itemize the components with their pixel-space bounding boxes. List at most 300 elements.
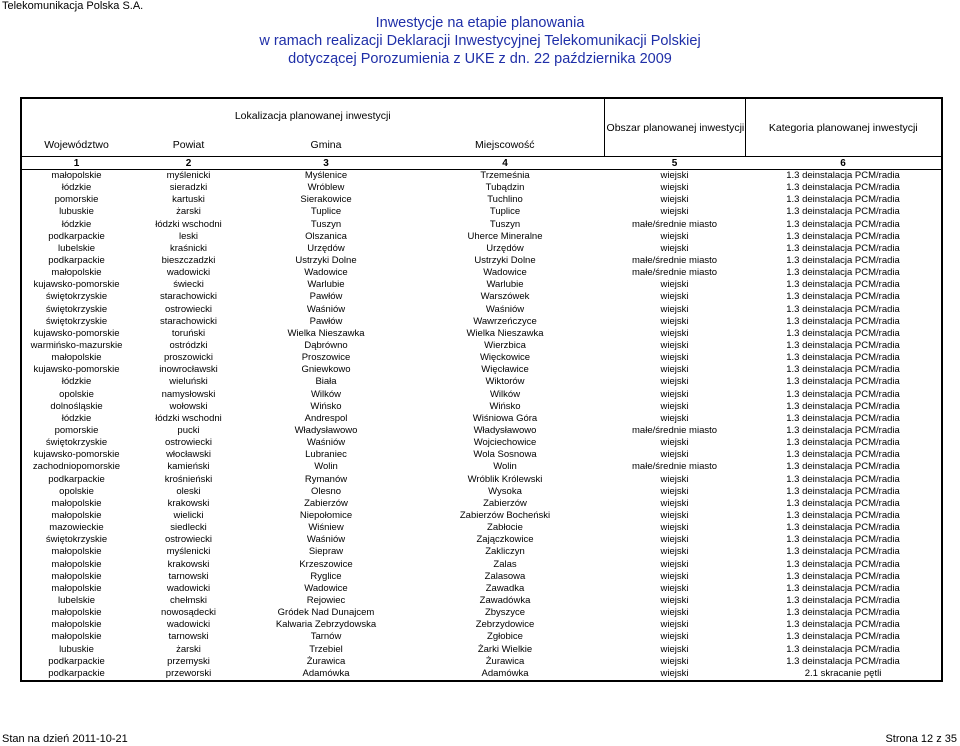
table-row: [21, 559, 942, 571]
table-row: [21, 425, 942, 437]
cell-obszar: wiejski: [660, 631, 689, 643]
cell-kategoria: 1.3 deinstalacja PCM/radia: [745, 194, 942, 206]
table-row: [21, 474, 942, 486]
table-row: [21, 583, 942, 595]
table-row: [21, 413, 942, 425]
table-row: [21, 170, 942, 183]
cell-obszar: małe/średnie miasto: [632, 267, 718, 279]
cell-kategoria: 1.3 deinstalacja PCM/radia: [745, 510, 942, 522]
cell-powiat: tarnowski: [168, 570, 209, 582]
cell-miejscowosc: Zalas: [493, 558, 517, 570]
cell-gmina: Wielka Nieszawka: [287, 327, 365, 339]
cell-kategoria: 1.3 deinstalacja PCM/radia: [745, 267, 942, 279]
cell-wojewodztwo: małopolskie: [21, 559, 131, 571]
cell-kategoria: 1.3 deinstalacja PCM/radia: [745, 522, 942, 534]
cell-miejscowosc: Zawadka: [485, 582, 525, 594]
cell-wojewodztwo: małopolskie: [21, 619, 131, 631]
cell-wojewodztwo: łódzkie: [21, 376, 131, 388]
cell-wojewodztwo: małopolskie: [21, 170, 131, 183]
title-line-3: dotyczącej Porozumienia z UKE z dn. 22 października 2009: [288, 51, 672, 67]
title-line-1: Inwestycje na etapie planowania: [375, 15, 585, 31]
cell-kategoria: 1.3 deinstalacja PCM/radia: [745, 170, 942, 183]
cell-kategoria: 1.3 deinstalacja PCM/radia: [745, 437, 942, 449]
cell-miejscowosc: Żarki Wielkie: [477, 643, 533, 655]
cell-obszar: wiejski: [660, 412, 689, 424]
cell-obszar: wiejski: [660, 230, 689, 242]
cell-kategoria: 1.3 deinstalacja PCM/radia: [745, 425, 942, 437]
cell-gmina: Żurawica: [306, 655, 346, 667]
cell-wojewodztwo: mazowieckie: [21, 522, 131, 534]
cell-gmina: Lubraniec: [305, 449, 347, 461]
cell-obszar: wiejski: [660, 340, 689, 352]
cell-obszar: wiejski: [660, 510, 689, 521]
cell-miejscowosc: Zabierzów: [483, 497, 527, 509]
cell-kategoria: 1.3 deinstalacja PCM/radia: [745, 449, 942, 461]
column-number: 2: [131, 157, 246, 170]
cell-gmina: Tarnów: [310, 631, 342, 643]
cell-obszar: wiejski: [660, 279, 689, 291]
cell-obszar: wiejski: [660, 376, 689, 388]
cell-powiat: starachowicki: [159, 315, 218, 327]
cell-obszar: wiejski: [660, 315, 689, 327]
cell-wojewodztwo: małopolskie: [21, 583, 131, 595]
cell-wojewodztwo: świętokrzyskie: [21, 291, 131, 303]
cell-gmina: Waśniów: [306, 534, 346, 546]
cell-gmina: Ustrzyki Dolne: [295, 255, 357, 267]
cell-miejscowosc: Trzemeśnia: [480, 170, 530, 182]
table-row: [21, 437, 942, 449]
table-row: [21, 182, 942, 194]
cell-obszar: wiejski: [660, 182, 689, 194]
cell-gmina: Gródek Nad Dunajcem: [277, 607, 375, 619]
cell-wojewodztwo: warmińsko-mazurskie: [21, 340, 131, 352]
cell-obszar: małe/średnie miasto: [632, 425, 718, 437]
cell-gmina: Pawłów: [309, 291, 343, 303]
cell-kategoria: 1.3 deinstalacja PCM/radia: [745, 474, 942, 486]
cell-kategoria: 1.3 deinstalacja PCM/radia: [745, 643, 942, 655]
header-gmina: Gmina: [310, 138, 342, 151]
table-row: [21, 231, 942, 243]
table-row: [21, 255, 942, 267]
table-row: [21, 595, 942, 607]
table-row: [21, 389, 942, 401]
table-row: [21, 656, 942, 668]
cell-obszar: wiejski: [660, 170, 689, 182]
cell-kategoria: 1.3 deinstalacja PCM/radia: [745, 328, 942, 340]
table-row: [21, 316, 942, 328]
cell-wojewodztwo: małopolskie: [21, 267, 131, 279]
cell-kategoria: 1.3 deinstalacja PCM/radia: [745, 231, 942, 243]
cell-gmina: Gniewkowo: [301, 364, 351, 376]
cell-wojewodztwo: łódzkie: [21, 182, 131, 194]
cell-miejscowosc: Adamówka: [406, 668, 604, 681]
cell-powiat: przeworski: [131, 668, 246, 681]
table-row: [21, 619, 942, 631]
cell-powiat: świecki: [173, 279, 204, 291]
cell-kategoria: 1.3 deinstalacja PCM/radia: [745, 413, 942, 425]
cell-wojewodztwo: lubuskie: [21, 206, 131, 218]
cell-obszar: wiejski: [660, 364, 689, 376]
cell-miejscowosc: Tuchlino: [487, 194, 523, 206]
cell-kategoria: 1.3 deinstalacja PCM/radia: [745, 461, 942, 473]
cell-powiat: pucki: [177, 425, 200, 437]
cell-miejscowosc: Wojciechowice: [473, 437, 537, 449]
cell-miejscowosc: Zajączkowice: [476, 534, 534, 546]
cell-wojewodztwo: zachodniopomorskie: [21, 461, 131, 473]
page-number: Strona 12 z 35: [885, 733, 957, 745]
cell-wojewodztwo: opolskie: [21, 486, 131, 498]
cell-obszar: wiejski: [660, 400, 689, 412]
cell-kategoria: 1.3 deinstalacja PCM/radia: [745, 389, 942, 401]
cell-gmina: Wiśniew: [308, 522, 344, 534]
document-title: [0, 14, 960, 68]
cell-powiat: ostródzki: [169, 340, 208, 352]
cell-obszar: wiejski: [660, 437, 689, 449]
cell-gmina: Wińsko: [310, 400, 342, 412]
cell-miejscowosc: Tubądzin: [485, 182, 525, 194]
cell-miejscowosc: Władysławowo: [473, 425, 537, 437]
cell-kategoria: 1.3 deinstalacja PCM/radia: [745, 595, 942, 607]
cell-gmina: Wróblew: [307, 182, 345, 194]
cell-gmina: Wilków: [310, 388, 342, 400]
cell-obszar: wiejski: [660, 619, 689, 631]
cell-kategoria: 1.3 deinstalacja PCM/radia: [745, 219, 942, 231]
cell-powiat: łódzki wschodni: [155, 218, 222, 230]
cell-wojewodztwo: opolskie: [21, 389, 131, 401]
cell-miejscowosc: Zalasowa: [484, 570, 526, 582]
cell-kategoria: 1.3 deinstalacja PCM/radia: [745, 352, 942, 364]
cell-kategoria: 1.3 deinstalacja PCM/radia: [745, 619, 942, 631]
cell-powiat: starachowicki: [159, 291, 218, 303]
cell-powiat: wołowski: [169, 400, 208, 412]
cell-powiat: kraśnicki: [170, 242, 207, 254]
company-name: Telekomunikacja Polska S.A.: [2, 0, 144, 12]
cell-obszar: wiejski: [660, 643, 689, 655]
cell-wojewodztwo: podkarpackie: [21, 668, 131, 681]
cell-wojewodztwo: lubelskie: [21, 595, 131, 607]
cell-wojewodztwo: łódzkie: [21, 219, 131, 231]
cell-miejscowosc: Wysoka: [488, 485, 522, 497]
cell-miejscowosc: Więcławice: [481, 364, 529, 376]
cell-wojewodztwo: małopolskie: [21, 607, 131, 619]
cell-wojewodztwo: kujawsko-pomorskie: [21, 449, 131, 461]
table-row: [21, 291, 942, 303]
cell-miejscowosc: Wierzbica: [484, 340, 526, 352]
table-body: [21, 170, 942, 681]
cell-powiat: siedlecki: [170, 522, 207, 534]
cell-gmina: Sierakowice: [300, 194, 352, 206]
cell-gmina: Adamówka: [246, 668, 406, 681]
cell-obszar: wiejski: [660, 607, 689, 619]
cell-miejscowosc: Uherce Mineralne: [467, 230, 543, 242]
header-row-top: [21, 98, 942, 133]
cell-miejscowosc: Wielka Nieszawka: [466, 327, 544, 339]
cell-miejscowosc: Waśniów: [485, 303, 525, 315]
cell-miejscowosc: Zakliczyn: [485, 546, 525, 558]
cell-wojewodztwo: świętokrzyskie: [21, 437, 131, 449]
cell-powiat: nowosądecki: [161, 607, 216, 619]
cell-powiat: krakowski: [167, 558, 210, 570]
cell-wojewodztwo: świętokrzyskie: [21, 316, 131, 328]
cell-kategoria: 1.3 deinstalacja PCM/radia: [745, 559, 942, 571]
cell-powiat: inowrocławski: [159, 364, 218, 376]
cell-wojewodztwo: podkarpackie: [21, 255, 131, 267]
cell-kategoria: 1.3 deinstalacja PCM/radia: [745, 182, 942, 194]
cell-kategoria: 1.3 deinstalacja PCM/radia: [745, 206, 942, 218]
header-powiat: Powiat: [172, 138, 205, 151]
cell-powiat: myślenicki: [166, 170, 211, 182]
cell-powiat: myślenicki: [166, 546, 211, 558]
cell-obszar: wiejski: [660, 497, 689, 509]
column-number: 3: [246, 157, 406, 170]
cell-wojewodztwo: pomorskie: [21, 194, 131, 206]
cell-gmina: Wolin: [314, 461, 338, 473]
cell-miejscowosc: Warszówek: [480, 291, 530, 303]
cell-powiat: wadowicki: [166, 582, 211, 594]
cell-powiat: oleski: [176, 485, 201, 497]
cell-wojewodztwo: podkarpackie: [21, 474, 131, 486]
table-row: [21, 267, 942, 279]
cell-wojewodztwo: małopolskie: [21, 498, 131, 510]
cell-miejscowosc: Zabłocie: [487, 522, 523, 534]
cell-wojewodztwo: lubuskie: [21, 643, 131, 655]
cell-wojewodztwo: małopolskie: [21, 571, 131, 583]
cell-miejscowosc: Warlubie: [486, 279, 524, 291]
cell-wojewodztwo: łódzkie: [21, 413, 131, 425]
table-row: [21, 304, 942, 316]
header-obszar: Obszar planowanej inwestycji: [604, 98, 745, 157]
cell-wojewodztwo: podkarpackie: [21, 231, 131, 243]
cell-wojewodztwo: kujawsko-pomorskie: [21, 328, 131, 340]
cell-gmina: Andrespol: [304, 412, 348, 424]
cell-obszar: wiejski: [604, 668, 745, 681]
cell-powiat: wielicki: [173, 510, 204, 521]
cell-gmina: Wadowice: [304, 267, 348, 279]
cell-obszar: małe/średnie miasto: [632, 218, 718, 230]
cell-gmina: Olszanica: [305, 230, 347, 242]
table-row: [21, 607, 942, 619]
table-row: [21, 364, 942, 376]
cell-powiat: ostrowiecki: [165, 437, 212, 449]
cell-powiat: leski: [178, 230, 198, 242]
cell-gmina: Niepołomice: [299, 510, 353, 521]
cell-obszar: wiejski: [660, 206, 689, 218]
cell-gmina: Wadowice: [304, 582, 348, 594]
table-row: [21, 498, 942, 510]
column-number: 5: [604, 157, 745, 170]
cell-obszar: wiejski: [660, 558, 689, 570]
cell-kategoria: 2.1 skracanie pętli: [745, 668, 942, 681]
cell-miejscowosc: Zawadówka: [479, 594, 531, 606]
cell-powiat: wieluński: [169, 376, 208, 388]
column-number: 1: [21, 157, 131, 170]
table-row: [21, 206, 942, 218]
cell-miejscowosc: Ustrzyki Dolne: [474, 255, 536, 267]
cell-wojewodztwo: małopolskie: [21, 631, 131, 643]
cell-gmina: Biała: [315, 376, 337, 388]
cell-gmina: Tuplice: [310, 206, 342, 218]
cell-kategoria: 1.3 deinstalacja PCM/radia: [745, 546, 942, 558]
cell-kategoria: 1.3 deinstalacja PCM/radia: [745, 534, 942, 546]
cell-miejscowosc: Wilków: [489, 388, 521, 400]
title-line-2: w ramach realizacji Deklaracji Inwestycyjnej Telekomunikacji Polskiej: [259, 33, 701, 49]
cell-gmina: Władysławowo: [294, 425, 358, 437]
table-row: [21, 449, 942, 461]
cell-gmina: Waśniów: [306, 303, 346, 315]
cell-obszar: małe/średnie miasto: [632, 461, 718, 473]
cell-miejscowosc: Wadowice: [483, 267, 527, 279]
cell-gmina: Rejowiec: [306, 594, 346, 606]
cell-wojewodztwo: kujawsko-pomorskie: [21, 364, 131, 376]
cell-kategoria: 1.3 deinstalacja PCM/radia: [745, 255, 942, 267]
table-row: [21, 631, 942, 643]
cell-obszar: wiejski: [660, 303, 689, 315]
cell-powiat: krakowski: [167, 497, 210, 509]
cell-powiat: wadowicki: [166, 267, 211, 279]
cell-gmina: Dąbrówno: [304, 340, 348, 352]
cell-gmina: Rymanów: [304, 473, 348, 485]
cell-obszar: wiejski: [660, 655, 689, 667]
header-kategoria: Kategoria planowanej inwestycji: [745, 98, 942, 157]
table-row: [21, 668, 942, 681]
cell-powiat: chełmski: [170, 594, 207, 606]
cell-miejscowosc: Urzędów: [486, 242, 524, 254]
cell-gmina: Olesno: [310, 485, 342, 497]
cell-wojewodztwo: lubelskie: [21, 243, 131, 255]
table-row: [21, 340, 942, 352]
cell-powiat: proszowicki: [163, 352, 214, 364]
cell-kategoria: 1.3 deinstalacja PCM/radia: [745, 607, 942, 619]
table-row: [21, 352, 942, 364]
cell-gmina: Siepraw: [308, 546, 344, 558]
cell-kategoria: 1.3 deinstalacja PCM/radia: [745, 498, 942, 510]
cell-obszar: wiejski: [660, 473, 689, 485]
cell-gmina: Proszowice: [301, 352, 351, 364]
cell-powiat: ostrowiecki: [165, 534, 212, 546]
cell-gmina: Trzebiel: [309, 643, 343, 655]
cell-wojewodztwo: małopolskie: [21, 546, 131, 558]
cell-kategoria: 1.3 deinstalacja PCM/radia: [745, 243, 942, 255]
cell-powiat: tarnowski: [168, 631, 209, 643]
table-row: [21, 401, 942, 413]
cell-gmina: Zabierzów: [304, 497, 348, 509]
cell-powiat: kamieński: [167, 461, 210, 473]
table-row: [21, 219, 942, 231]
cell-powiat: namysłowski: [161, 388, 216, 400]
table-row: [21, 328, 942, 340]
cell-kategoria: 1.3 deinstalacja PCM/radia: [745, 571, 942, 583]
cell-obszar: wiejski: [660, 534, 689, 546]
cell-kategoria: 1.3 deinstalacja PCM/radia: [745, 340, 942, 352]
cell-miejscowosc: Tuszyn: [489, 218, 521, 230]
cell-powiat: ostrowiecki: [165, 303, 212, 315]
cell-kategoria: 1.3 deinstalacja PCM/radia: [745, 279, 942, 291]
cell-obszar: wiejski: [660, 327, 689, 339]
cell-kategoria: 1.3 deinstalacja PCM/radia: [745, 364, 942, 376]
cell-gmina: Krzeszowice: [299, 558, 353, 570]
table-row: [21, 279, 942, 291]
cell-powiat: przemyski: [167, 655, 210, 667]
cell-wojewodztwo: podkarpackie: [21, 656, 131, 668]
cell-wojewodztwo: kujawsko-pomorskie: [21, 279, 131, 291]
cell-gmina: Tuszyn: [310, 218, 342, 230]
cell-gmina: Warlubie: [307, 279, 345, 291]
table-row: [21, 243, 942, 255]
cell-kategoria: 1.3 deinstalacja PCM/radia: [745, 401, 942, 413]
cell-obszar: wiejski: [660, 570, 689, 582]
cell-kategoria: 1.3 deinstalacja PCM/radia: [745, 291, 942, 303]
cell-powiat: sieradzki: [169, 182, 208, 194]
table-row: [21, 522, 942, 534]
table-row: [21, 461, 942, 473]
cell-powiat: żarski: [176, 643, 201, 655]
cell-gmina: Waśniów: [306, 437, 346, 449]
cell-powiat: bieszczadzki: [161, 255, 216, 267]
cell-wojewodztwo: świętokrzyskie: [21, 534, 131, 546]
cell-miejscowosc: Wolin: [493, 461, 517, 473]
table-row: [21, 510, 942, 522]
cell-obszar: wiejski: [660, 291, 689, 303]
cell-powiat: wadowicki: [166, 619, 211, 631]
cell-gmina: Myślenice: [304, 170, 348, 182]
column-number: 6: [745, 157, 942, 170]
column-numbers-row: [21, 157, 942, 170]
investments-table: [20, 97, 943, 682]
cell-miejscowosc: Wola Sosnowa: [473, 449, 537, 461]
table-row: [21, 643, 942, 655]
cell-gmina: Urzędów: [307, 242, 345, 254]
cell-powiat: żarski: [176, 206, 201, 218]
cell-gmina: Ryglice: [310, 570, 342, 582]
table-row: [21, 376, 942, 388]
cell-miejscowosc: Żurawica: [485, 655, 525, 667]
cell-obszar: wiejski: [660, 242, 689, 254]
cell-kategoria: 1.3 deinstalacja PCM/radia: [745, 316, 942, 328]
cell-wojewodztwo: dolnośląskie: [21, 401, 131, 413]
cell-wojewodztwo: świętokrzyskie: [21, 304, 131, 316]
table-row: [21, 546, 942, 558]
cell-miejscowosc: Wiktorów: [485, 376, 525, 388]
table-row: [21, 571, 942, 583]
cell-obszar: wiejski: [660, 582, 689, 594]
cell-miejscowosc: Tuplice: [489, 206, 521, 218]
cell-miejscowosc: Wińsko: [489, 400, 521, 412]
cell-powiat: krośnieński: [164, 473, 213, 485]
header-miejscowosc: Miejscowość: [406, 133, 604, 157]
cell-obszar: wiejski: [660, 546, 689, 558]
cell-kategoria: 1.3 deinstalacja PCM/radia: [745, 656, 942, 668]
cell-miejscowosc: Wawrzeńczyce: [473, 315, 537, 327]
header-wojewodztwo: Województwo: [21, 133, 131, 157]
cell-powiat: łódzki wschodni: [155, 412, 222, 424]
cell-obszar: wiejski: [660, 594, 689, 606]
cell-miejscowosc: Zgłobice: [487, 631, 523, 643]
cell-miejscowosc: Zebrzydowice: [475, 619, 535, 631]
cell-kategoria: 1.3 deinstalacja PCM/radia: [745, 304, 942, 316]
cell-wojewodztwo: pomorskie: [21, 425, 131, 437]
cell-miejscowosc: Więckowice: [479, 352, 531, 364]
column-number: 4: [406, 157, 604, 170]
cell-wojewodztwo: małopolskie: [21, 510, 131, 522]
cell-obszar: wiejski: [660, 388, 689, 400]
cell-kategoria: 1.3 deinstalacja PCM/radia: [745, 376, 942, 388]
cell-miejscowosc: Zabierzów Bocheński: [459, 510, 551, 521]
cell-kategoria: 1.3 deinstalacja PCM/radia: [745, 631, 942, 643]
cell-powiat: włocławski: [166, 449, 211, 461]
cell-obszar: wiejski: [660, 352, 689, 364]
cell-obszar: wiejski: [660, 449, 689, 461]
cell-miejscowosc: Wróblik Królewski: [467, 473, 543, 485]
